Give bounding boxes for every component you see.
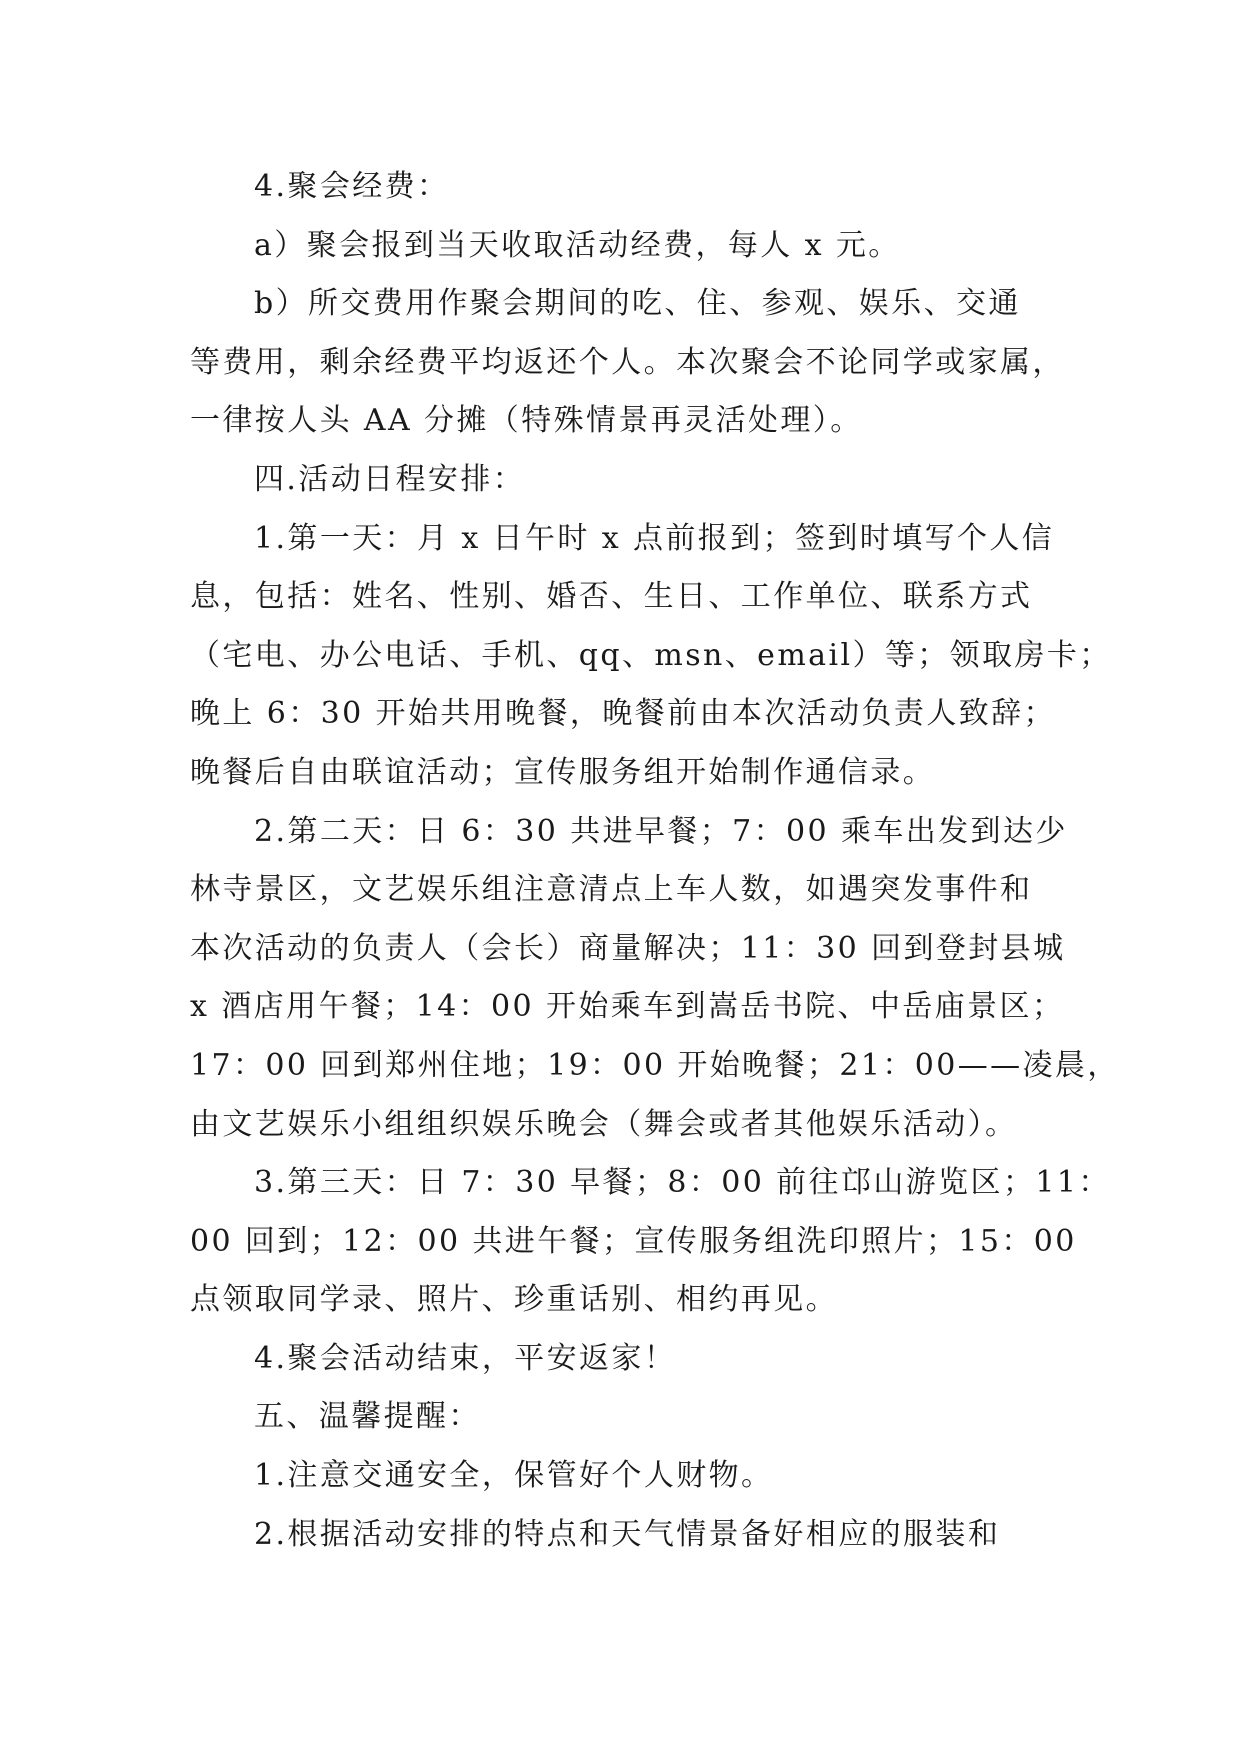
paragraph-reminder-2 [190,1506,1050,1565]
text-line: b）所交费用作聚会期间的吃、住、参观、娱乐、交通 [254,286,1021,322]
text-line: 00 回到；12：00 共进午餐；宣传服务组洗印照片；15：00 [190,1223,1077,1259]
text-line: 由文艺娱乐小组组织娱乐晚会（舞会或者其他娱乐活动）。 [190,1106,1018,1142]
text-line: 4.聚会活动结束，平安返家！ [254,1340,677,1376]
text-line: 2.根据活动安排的特点和天气情景备好相应的服装和 [254,1516,1001,1552]
paragraph-day-three [190,1154,1111,1330]
paragraph-day-one [190,510,1112,803]
text-line: 息，包括：姓名、性别、婚否、生日、工作单位、联系方式 [190,579,1033,615]
text-line: 五、温馨提醒： [254,1399,481,1435]
text-line: 晚上 6：30 开始共用晚餐，晚餐前由本次活动负责人致辞； [190,696,1056,732]
text-line: 点领取同学录、照片、珍重话别、相约再见。 [190,1282,838,1318]
text-line: 本次活动的负责人（会长）商量解决；11：30 回到登封县城 [190,930,1066,966]
section-heading-schedule [190,451,1050,510]
text-line: 2.第二天：日 6：30 共进早餐；7：00 乘车出发到达少 [254,813,1068,849]
paragraph-day-two [190,803,1120,1155]
paragraph-funding-a [190,217,1050,276]
document-body [190,158,1120,1564]
paragraph-activity-end [190,1330,1050,1389]
text-line: 四.活动日程安排： [254,461,526,497]
text-line: 1.第一天：月 x 日午时 x 点前报到；签到时填写个人信 [254,520,1055,556]
text-line: 等费用，剩余经费平均返还个人。本次聚会不论同学或家属， [190,344,1065,380]
text-line: 3.第三天：日 7：30 早餐；8：00 前往邙山游览区；11： [254,1165,1111,1201]
section-heading-reminders [190,1388,1050,1447]
text-line: 林寺景区，文艺娱乐组注意清点上车人数，如遇突发事件和 [190,872,1033,908]
text-line: 1.注意交通安全，保管好个人财物。 [254,1458,774,1494]
text-line: 一律按人头 AA 分摊（特殊情景再灵活处理）。 [190,403,863,439]
paragraph-funding-b [190,275,1065,451]
text-line: 4.聚会经费： [254,169,450,204]
text-line: a）聚会报到当天收取活动经费，每人 x 元。 [254,227,901,263]
text-line: 晚餐后自由联谊活动；宣传服务组开始制作通信录。 [190,754,936,790]
paragraph-funding-heading [190,158,1050,217]
text-line: x 酒店用午餐；14：00 开始乘车到嵩岳书院、中岳庙景区； [190,989,1065,1025]
text-line: （宅电、办公电话、手机、qq、msn、email）等；领取房卡； [190,637,1112,673]
paragraph-reminder-1 [190,1447,1050,1506]
text-line: 17：00 回到郑州住地；19：00 开始晚餐；21：00——凌晨， [190,1047,1120,1083]
